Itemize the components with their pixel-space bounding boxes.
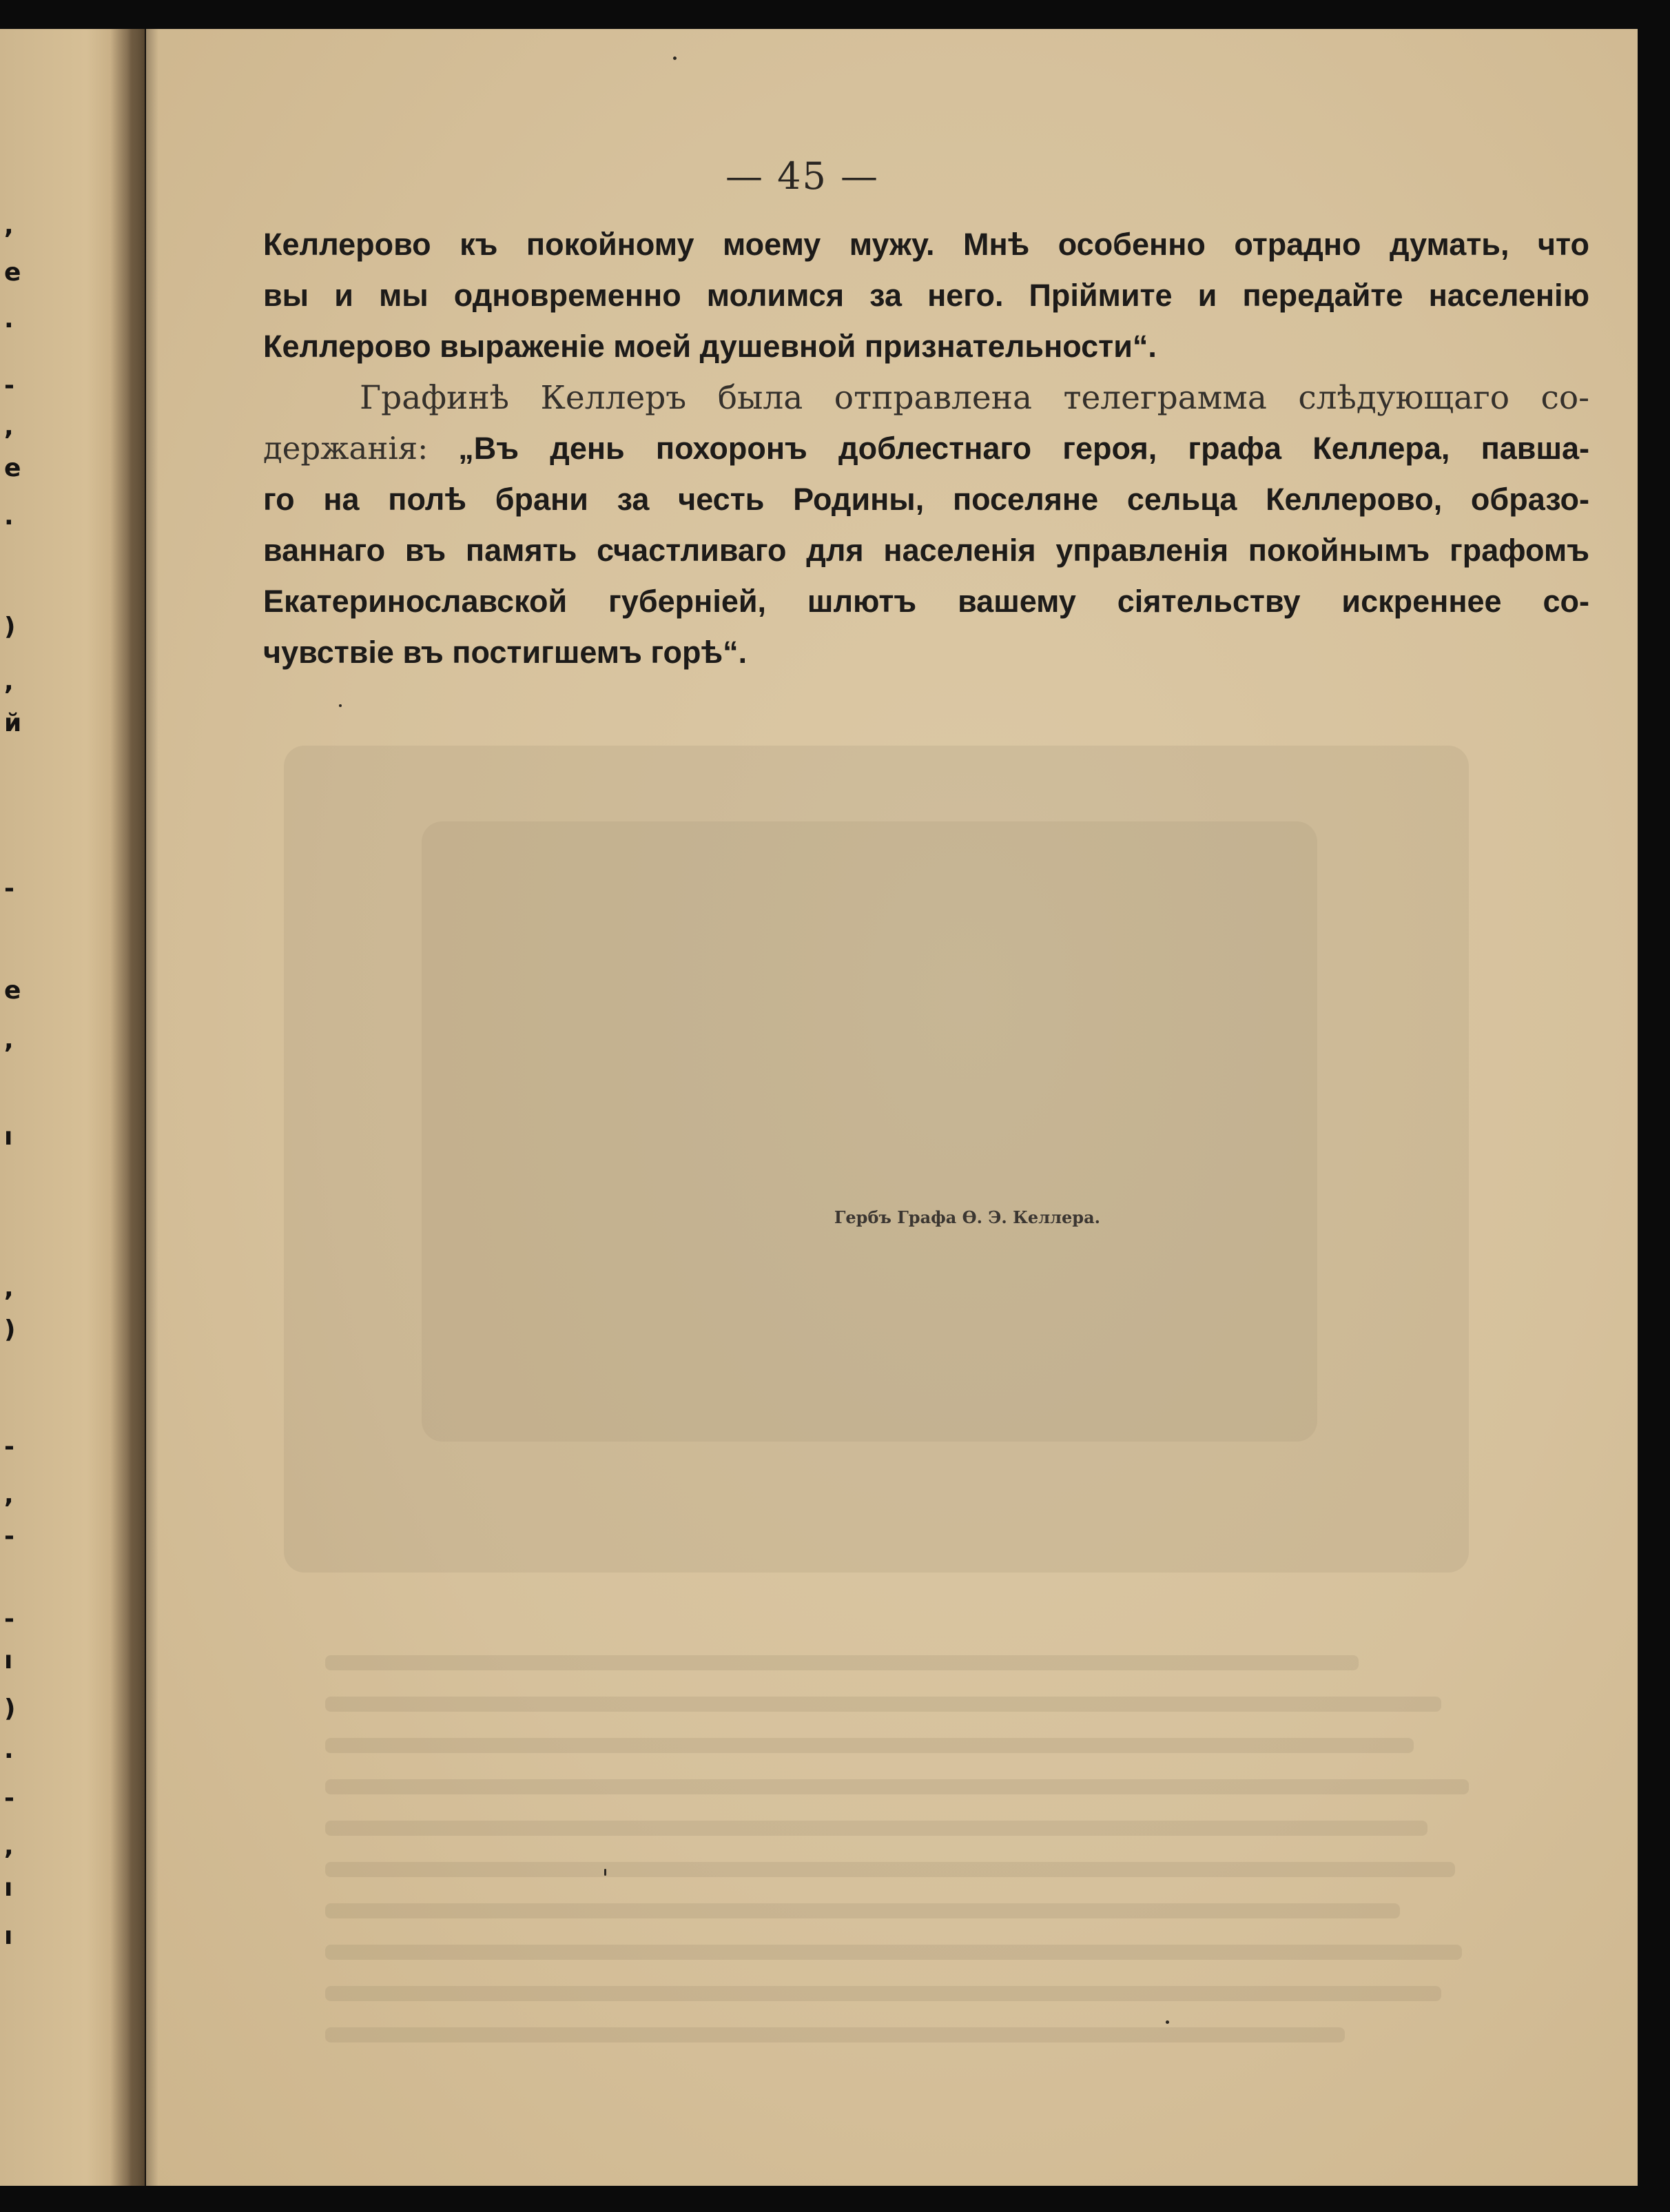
bleed-mark: ı xyxy=(4,1874,13,1902)
bleed-mark: й xyxy=(4,709,22,737)
paper-speck xyxy=(1166,2020,1169,2024)
bleed-mark: , xyxy=(4,1026,14,1054)
bleed-mark: . xyxy=(4,502,14,531)
bleed-mark: e xyxy=(4,454,21,482)
show-through-line xyxy=(325,2027,1345,2042)
bleed-mark: , xyxy=(4,1274,14,1302)
image-caption: Гербъ Графа Ѳ. Э. Келлера. xyxy=(834,1207,1100,1227)
bleed-mark: e xyxy=(4,258,21,287)
bleed-mark: . xyxy=(4,305,14,334)
show-through-line xyxy=(325,1655,1359,1670)
bleed-mark: - xyxy=(4,1605,14,1633)
book-gutter xyxy=(110,29,158,2186)
book-page xyxy=(146,29,1638,2186)
text-line: Келлерово къ покойному моему мужу. Мнѣ особенно отрадно думать, что xyxy=(263,227,1589,262)
bleed-mark: ) xyxy=(4,613,16,641)
show-through-line xyxy=(325,1986,1441,2001)
text-fragment-serif: держанія: xyxy=(263,430,429,467)
text-line: ваннаго въ память счастливаго для населенія управленія покойнымъ графомъ xyxy=(263,533,1589,568)
bleed-mark: e xyxy=(4,976,21,1005)
bleed-mark: - xyxy=(4,1433,14,1461)
paper-speck xyxy=(604,1869,606,1876)
bleed-mark: ı xyxy=(4,1922,13,1950)
bleed-mark: - xyxy=(4,1784,14,1812)
bleed-mark: , xyxy=(4,1481,14,1509)
text-line: Графинѣ Келлеръ была отправлена телеграмма слѣдующаго со- xyxy=(360,379,1589,417)
bleed-mark: , xyxy=(4,668,14,696)
bleed-mark: ı xyxy=(4,1123,13,1151)
show-through-line xyxy=(325,1697,1441,1712)
show-through-line xyxy=(325,1862,1455,1877)
show-through-line xyxy=(325,1821,1427,1836)
page-number: — 45 — xyxy=(725,154,880,198)
bleed-mark: - xyxy=(4,371,14,400)
text-line: чувствіе въ постигшемъ горѣ“. xyxy=(263,635,748,670)
bleed-mark: , xyxy=(4,212,14,240)
show-through-emblem xyxy=(422,821,1317,1442)
show-through-line xyxy=(325,1738,1414,1753)
show-through-line xyxy=(325,1779,1469,1794)
scan-edge xyxy=(1638,29,1670,2186)
bleed-mark: ı xyxy=(4,1646,13,1675)
show-through-line xyxy=(325,1945,1462,1960)
text-line: го на полѣ брани за честь Родины, поселяне сельца Келлерово, образо- xyxy=(263,482,1589,517)
text-line: вы и мы одновременно молимся за него. Пріймите и передайте населенію xyxy=(263,278,1589,313)
paper-speck xyxy=(673,57,677,60)
text-line: Келлерово выраженіе моей душевной признательности“. xyxy=(263,329,1157,364)
text-fragment-bold: „Въ день похоронъ доблестнаго героя, графа Келлера, павша- xyxy=(458,431,1589,466)
bleed-mark: ) xyxy=(4,1694,16,1723)
text-line xyxy=(263,430,1589,467)
paper-speck xyxy=(339,704,342,707)
bleed-mark: - xyxy=(4,1522,14,1550)
bleed-mark: , xyxy=(4,413,14,441)
show-through-line xyxy=(325,1903,1400,1918)
bleed-mark: . xyxy=(4,1736,14,1764)
bleed-mark: ) xyxy=(4,1315,16,1344)
bleed-mark: - xyxy=(4,874,14,903)
bleed-mark: , xyxy=(4,1832,14,1861)
text-line: Екатеринославской губерніей, шлютъ вашему сіятельству искреннее со- xyxy=(263,584,1589,619)
